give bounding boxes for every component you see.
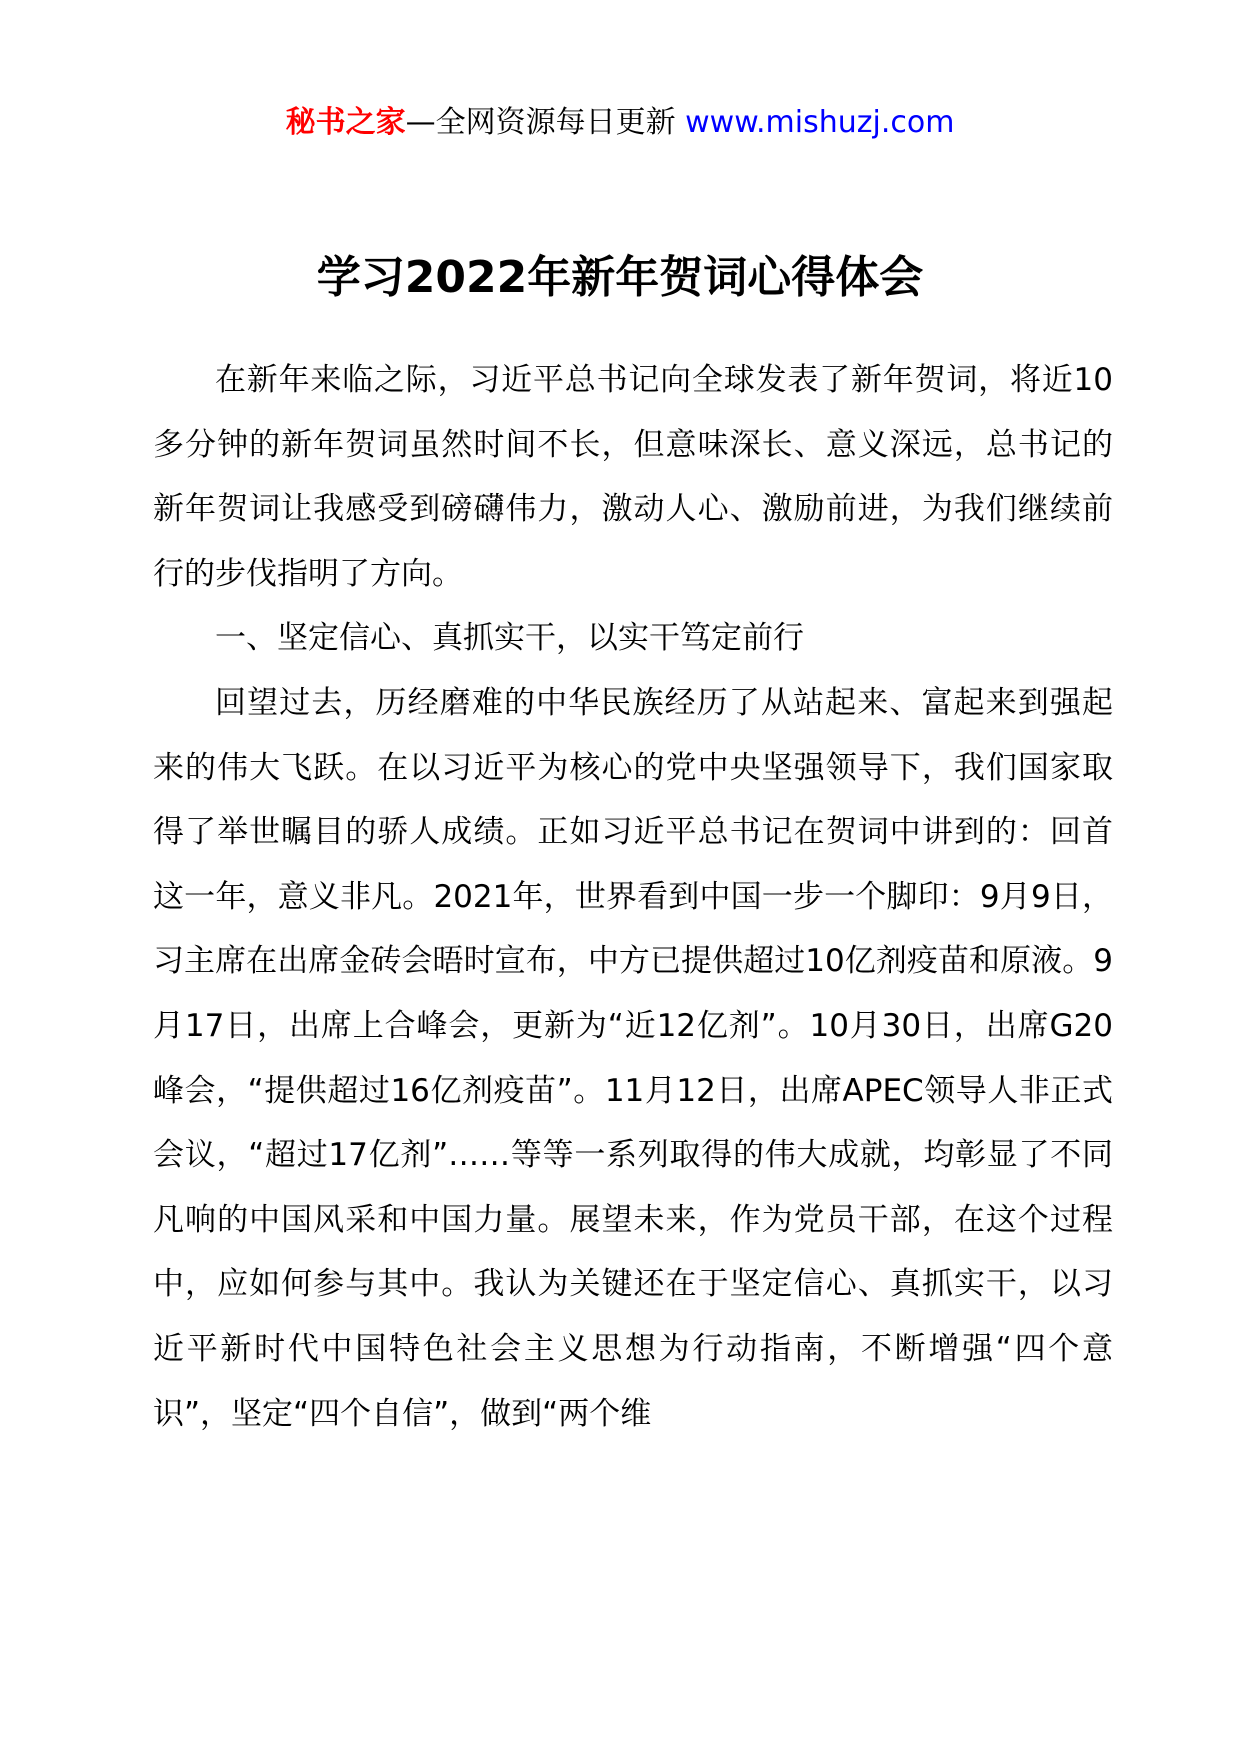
document-body (153, 348, 1113, 1446)
section-heading: 一、坚定信心、真抓实干，以实干笃定前行 (215, 620, 804, 657)
page-header (0, 101, 1240, 145)
paragraph-body: 回望过去，历经磨难的中华民族经历了从站起来、富起来到强起来的伟大飞跃。在以习近平为核心的党中央坚强领导下，我们国家取得了举世瞩目的骄人成绩。正如习近平总书记在贺词中讲到的：回首这一年，意义非凡。2021年，世界看到中国一步一个脚印：9月9日，习主席在出席金砖会晤时宣布，中方已提供超过10亿剂疫苗和原液。9月17日，出席上合峰会，更新为“近12亿剂”。10月30日，出席G20峰会，“提供超过16亿剂疫苗”。11月12日，出席APEC领导人非正式会议，“超过17亿剂”……等等一系列取得的伟大成就，均彰显了不同凡响的中国风采和中国力量。展望未来，作为党员干部，在这个过程中，应如何参与其中。我认为关键还在于坚定信心、真抓实干，以习近平新时代中国特色社会主义思想为行动指南，不断增强“四个意识”，坚定“四个自信”，做到“两个维 (153, 684, 1113, 1432)
header-brand: 秘书之家 (285, 105, 406, 140)
header-site-link[interactable]: www.mishuzj.com (685, 105, 955, 140)
paragraph-intro: 在新年来临之际，习近平总书记向全球发表了新年贺词，将近10多分钟的新年贺词虽然时间不长，但意味深长、意义深远，总书记的新年贺词让我感受到磅礴伟力，激动人心、激励前进，为我们继续前行的步伐指明了方向。 (153, 362, 1113, 592)
header-slogan: —全网资源每日更新 (405, 105, 686, 140)
document-title: 学习2022年新年贺词心得体会 (316, 252, 924, 303)
